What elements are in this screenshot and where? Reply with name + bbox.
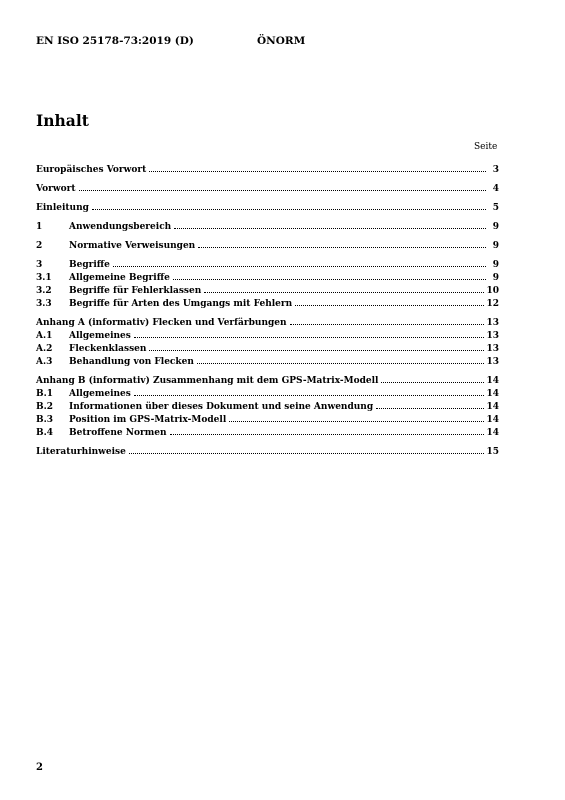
toc-entry[interactable] — [36, 356, 499, 369]
toc-leader-dots — [134, 395, 485, 396]
toc-entry-page: 3 — [492, 165, 499, 175]
toc-leader-dots — [129, 453, 485, 454]
toc-entry-number: 3 — [36, 260, 43, 270]
toc-entry-page: 14 — [486, 402, 499, 412]
toc-leader-dots — [290, 324, 485, 325]
toc-entry[interactable] — [36, 183, 499, 196]
toc-entry-label: Normative Verweisungen — [69, 241, 196, 251]
toc-entry-number: B.4 — [36, 428, 54, 438]
toc-entry-page: 13 — [486, 344, 499, 354]
toc-entry[interactable] — [36, 259, 499, 272]
toc-entry[interactable] — [36, 272, 499, 285]
publisher-header: ÖNORM — [257, 35, 306, 47]
toc-entry-page: 14 — [486, 428, 499, 438]
toc-entry-label: Anwendungsbereich — [69, 222, 172, 232]
toc-entry-label: Betroffene Normen — [69, 428, 167, 438]
toc-entry-page: 15 — [486, 447, 499, 457]
toc-entry-label: Begriffe für Fehlerklassen — [69, 286, 202, 296]
toc-leader-dots — [113, 266, 486, 267]
toc-entry-page: 13 — [486, 331, 499, 341]
toc-entry-number: A.3 — [36, 357, 53, 367]
toc-entry-number: B.1 — [36, 389, 54, 399]
toc-entry-number: A.1 — [36, 331, 53, 341]
page-column-label: Seite — [474, 142, 498, 152]
toc-entry[interactable] — [36, 221, 499, 234]
toc-entry-number: A.2 — [36, 344, 53, 354]
toc-entry[interactable] — [36, 298, 499, 311]
toc-entry-label: Position im GPS-Matrix-Modell — [69, 415, 227, 425]
toc-entry-page: 9 — [492, 241, 499, 251]
toc-leader-dots — [381, 382, 484, 383]
toc-entry-page: 9 — [492, 222, 499, 232]
toc-entry-page: 4 — [492, 184, 499, 194]
toc-entry[interactable] — [36, 240, 499, 253]
toc-entry-label: Einleitung — [36, 203, 89, 213]
toc-entry[interactable] — [36, 388, 499, 401]
toc-entry[interactable] — [36, 446, 499, 459]
toc-entry-number: B.3 — [36, 415, 54, 425]
toc-entry[interactable] — [36, 330, 499, 343]
toc-entry-label: Vorwort — [36, 184, 76, 194]
toc-leader-dots — [376, 408, 484, 409]
toc-leader-dots — [174, 228, 486, 229]
toc-leader-dots — [197, 363, 485, 364]
toc-leader-dots — [92, 209, 486, 210]
toc-entry[interactable] — [36, 427, 499, 440]
toc-entry-label: Fleckenklassen — [69, 344, 147, 354]
toc-leader-dots — [149, 350, 484, 351]
toc-entry[interactable] — [36, 164, 499, 177]
page-title: Inhalt — [36, 111, 89, 130]
toc-entry[interactable] — [36, 285, 499, 298]
toc-entry-label: Anhang B (informativ) Zusammenhang mit dem GPS-Matrix-Modell — [36, 376, 379, 386]
toc-entry-label: Allgemeines — [69, 389, 131, 399]
toc-entry[interactable] — [36, 317, 499, 330]
toc-entry-page: 14 — [486, 389, 499, 399]
toc-entry-page: 12 — [486, 299, 499, 309]
page-number: 2 — [36, 762, 43, 773]
toc-entry[interactable] — [36, 414, 499, 427]
toc-entry-label: Behandlung von Flecken — [69, 357, 194, 367]
toc-entry-label: Informationen über dieses Dokument und seine Anwendung — [69, 402, 374, 412]
toc-entry[interactable] — [36, 202, 499, 215]
toc-leader-dots — [229, 421, 484, 422]
toc-leader-dots — [295, 305, 484, 306]
toc-entry-page: 10 — [486, 286, 499, 296]
toc-entry-label: Europäisches Vorwort — [36, 165, 147, 175]
toc-entry-label: Begriffe für Arten des Umgangs mit Fehlern — [69, 299, 293, 309]
toc-entry-label: Begriffe — [69, 260, 110, 270]
toc-entry-page: 5 — [492, 203, 499, 213]
toc-entry[interactable] — [36, 375, 499, 388]
toc-entry-page: 14 — [486, 376, 499, 386]
toc-entry[interactable] — [36, 343, 499, 356]
toc-entry-number: 1 — [36, 222, 43, 232]
toc-entry-number: 3.3 — [36, 299, 52, 309]
toc-leader-dots — [134, 337, 485, 338]
toc-entry-page: 13 — [486, 357, 499, 367]
toc-leader-dots — [79, 190, 486, 191]
toc-entry-label: Anhang A (informativ) Flecken und Verfärbungen — [36, 318, 287, 328]
toc-entry-label: Literaturhinweise — [36, 447, 126, 457]
toc-leader-dots — [173, 279, 486, 280]
toc-leader-dots — [198, 247, 486, 248]
toc-entry-page: 9 — [492, 273, 499, 283]
toc-leader-dots — [149, 171, 486, 172]
toc-leader-dots — [170, 434, 485, 435]
toc-leader-dots — [204, 292, 484, 293]
toc-entry-page: 14 — [486, 415, 499, 425]
document-id-header: EN ISO 25178-73:2019 (D) — [36, 35, 194, 47]
toc-entry-number: B.2 — [36, 402, 54, 412]
toc-entry-label: Allgemeines — [69, 331, 131, 341]
toc-entry-label: Allgemeine Begriffe — [69, 273, 170, 283]
toc-entry-number: 3.2 — [36, 286, 52, 296]
toc-entry-number: 2 — [36, 241, 43, 251]
toc-entry-number: 3.1 — [36, 273, 52, 283]
toc-entry-page: 13 — [486, 318, 499, 328]
toc-entry[interactable] — [36, 401, 499, 414]
toc-entry-page: 9 — [492, 260, 499, 270]
table-of-contents — [36, 164, 499, 459]
